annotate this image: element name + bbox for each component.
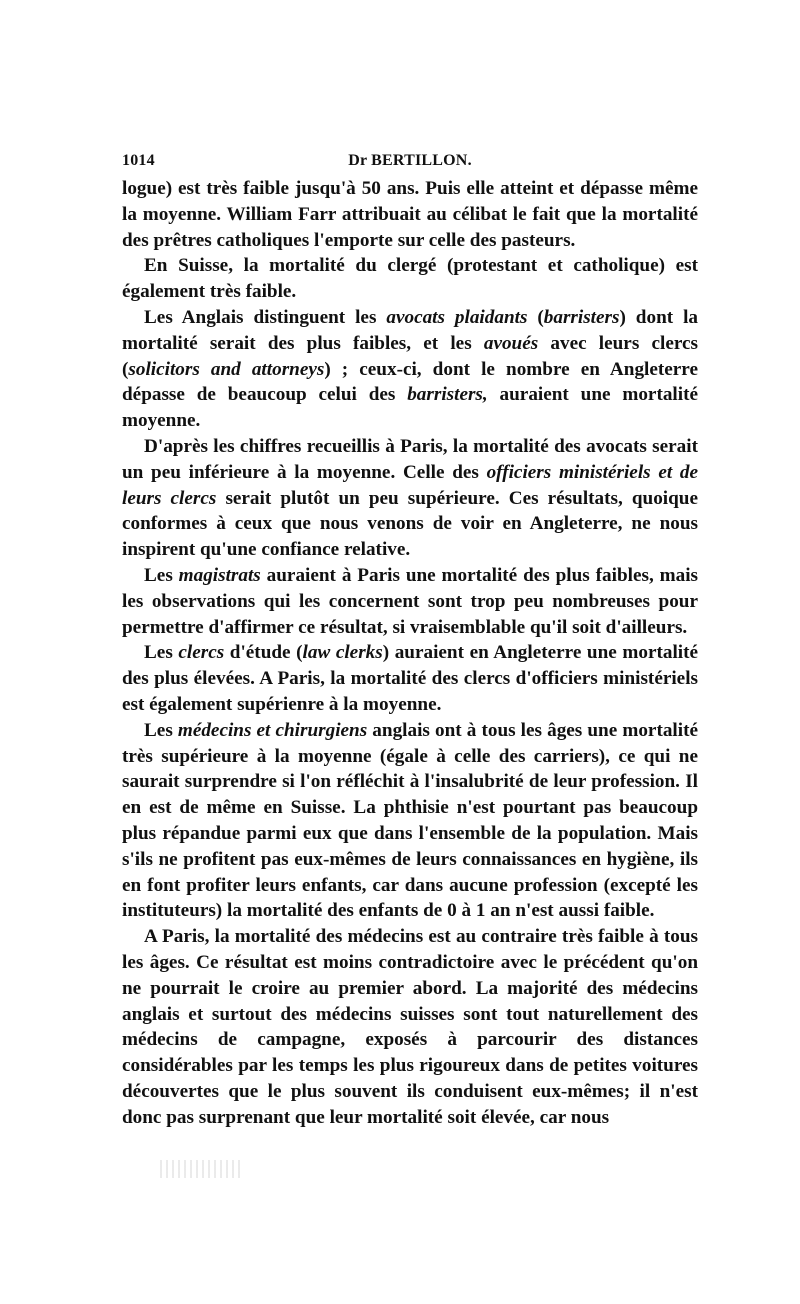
paragraph [122,563,698,640]
text-run: Les [144,719,178,741]
italic-run: avoués [483,332,539,354]
text-run: auraient une mortalité moyenne. [122,384,698,432]
text-run: ) ; ceux-ci, dont le nombre en Angleterre dépasse de beaucoup celui des [122,358,698,406]
paragraph [122,640,698,717]
text-run: Les Anglais distinguent les [144,306,387,328]
paragraph [122,718,698,924]
italic-run: barristers [543,306,620,328]
italic-run: magistrats [178,564,261,586]
text-run: auraient à Paris une mortalité des plus faibles, mais les observations qui les concernent sont trop peu nombreuses pour permettre d'affirmer ce résultat, si vraisemblable qu'il soit d'ailleurs. [122,564,699,638]
italic-run: solicitors and attorneys [128,358,325,380]
text-run: serait plutôt un peu supérieure. Ces résultats, quoique conformes à ceux que nous venons de voir en Angleterre, ne nous inspirent qu'une confiance relative. [122,487,698,561]
text-run: avec leurs clercs ( [122,332,698,380]
italic-run: officiers ministériels et de leurs clercs [122,461,699,509]
running-header [122,152,698,176]
text-run: d'étude ( [224,642,303,664]
text-run: anglais ont à tous les âges une mortalité très supérieure à la moyenne (égale à celle des carriers), ce qui ne saurait surprendre si l'on réfléchit à l'insalubrité de leur profession. Il en est de même en Suisse. La phthisie n'est pourtant pas beaucoup plus répandue parmi eux que dans l'ensemble de la population. Mais s'ils ne profitent pas eux-mêmes de leurs connaissances en hygiène, ils en font profiter leurs enfants, car dans aucune profession (excepté les instituteurs) la mortalité des enfants de 0 à 1 an n'est aussi faible. [122,719,698,922]
italic-run: médecins et chirurgiens [177,719,368,741]
italic-run: avocats plaidants [386,306,528,328]
paragraph [122,305,698,434]
text-run: ) auraient en Angleterre une mortalité des plus élevées. A Paris, la mortalité des clercs d'officiers ministériels est également supérienre à la moyenne. [122,642,699,715]
text-run: Les [144,642,179,664]
text-run: logue) est très faible jusqu'à 50 ans. Puis elle atteint et dépasse même la moyenne. William Farr attribuait au célibat le fait que la mortalité des prêtres catholiques l'emporte sur celle des pasteurs. [122,178,698,251]
page [122,152,698,1130]
italic-run: clercs [178,642,225,664]
paragraph [122,176,698,253]
text-run: Les [144,564,179,586]
page-number: 1014 [122,152,155,169]
paragraph [122,434,698,563]
italic-run: law clerks [302,642,383,664]
paragraph [122,253,698,305]
text-run: A Paris, la mortalité des médecins est au contraire très faible à tous les âges. Ce résultat est moins contradictoire avec le précédent qu'on ne pourrait le croire au premier abord. La majorité des médecins anglais et surtout des médecins suisses sont tout naturellement des médecins de campagne, exposés à parcourir des distances considérables par les temps les plus rigoureux dans de petites voitures découvertes que le plus souvent ils conduisent eux-mêmes; il n'est donc pas surprenant que leur mortalité soit élevée, car nous [122,926,698,1128]
italic-run: barristers, [407,384,488,406]
text-run: ) dont la mortalité serait des plus faibles, et les [122,306,698,354]
paragraph [122,924,698,1130]
page-bleed-mark [160,1160,240,1178]
running-head-title: Dr BERTILLON. [348,152,472,169]
text-run: ( [527,306,544,328]
body-text [122,176,698,1130]
text-run: D'après les chiffres recueillis à Paris, la mortalité des avocats serait un peu inférieure à la moyenne. Celle des [122,435,698,483]
text-run: En Suisse, la mortalité du clergé (protestant et catholique) est également très faible. [122,255,698,303]
